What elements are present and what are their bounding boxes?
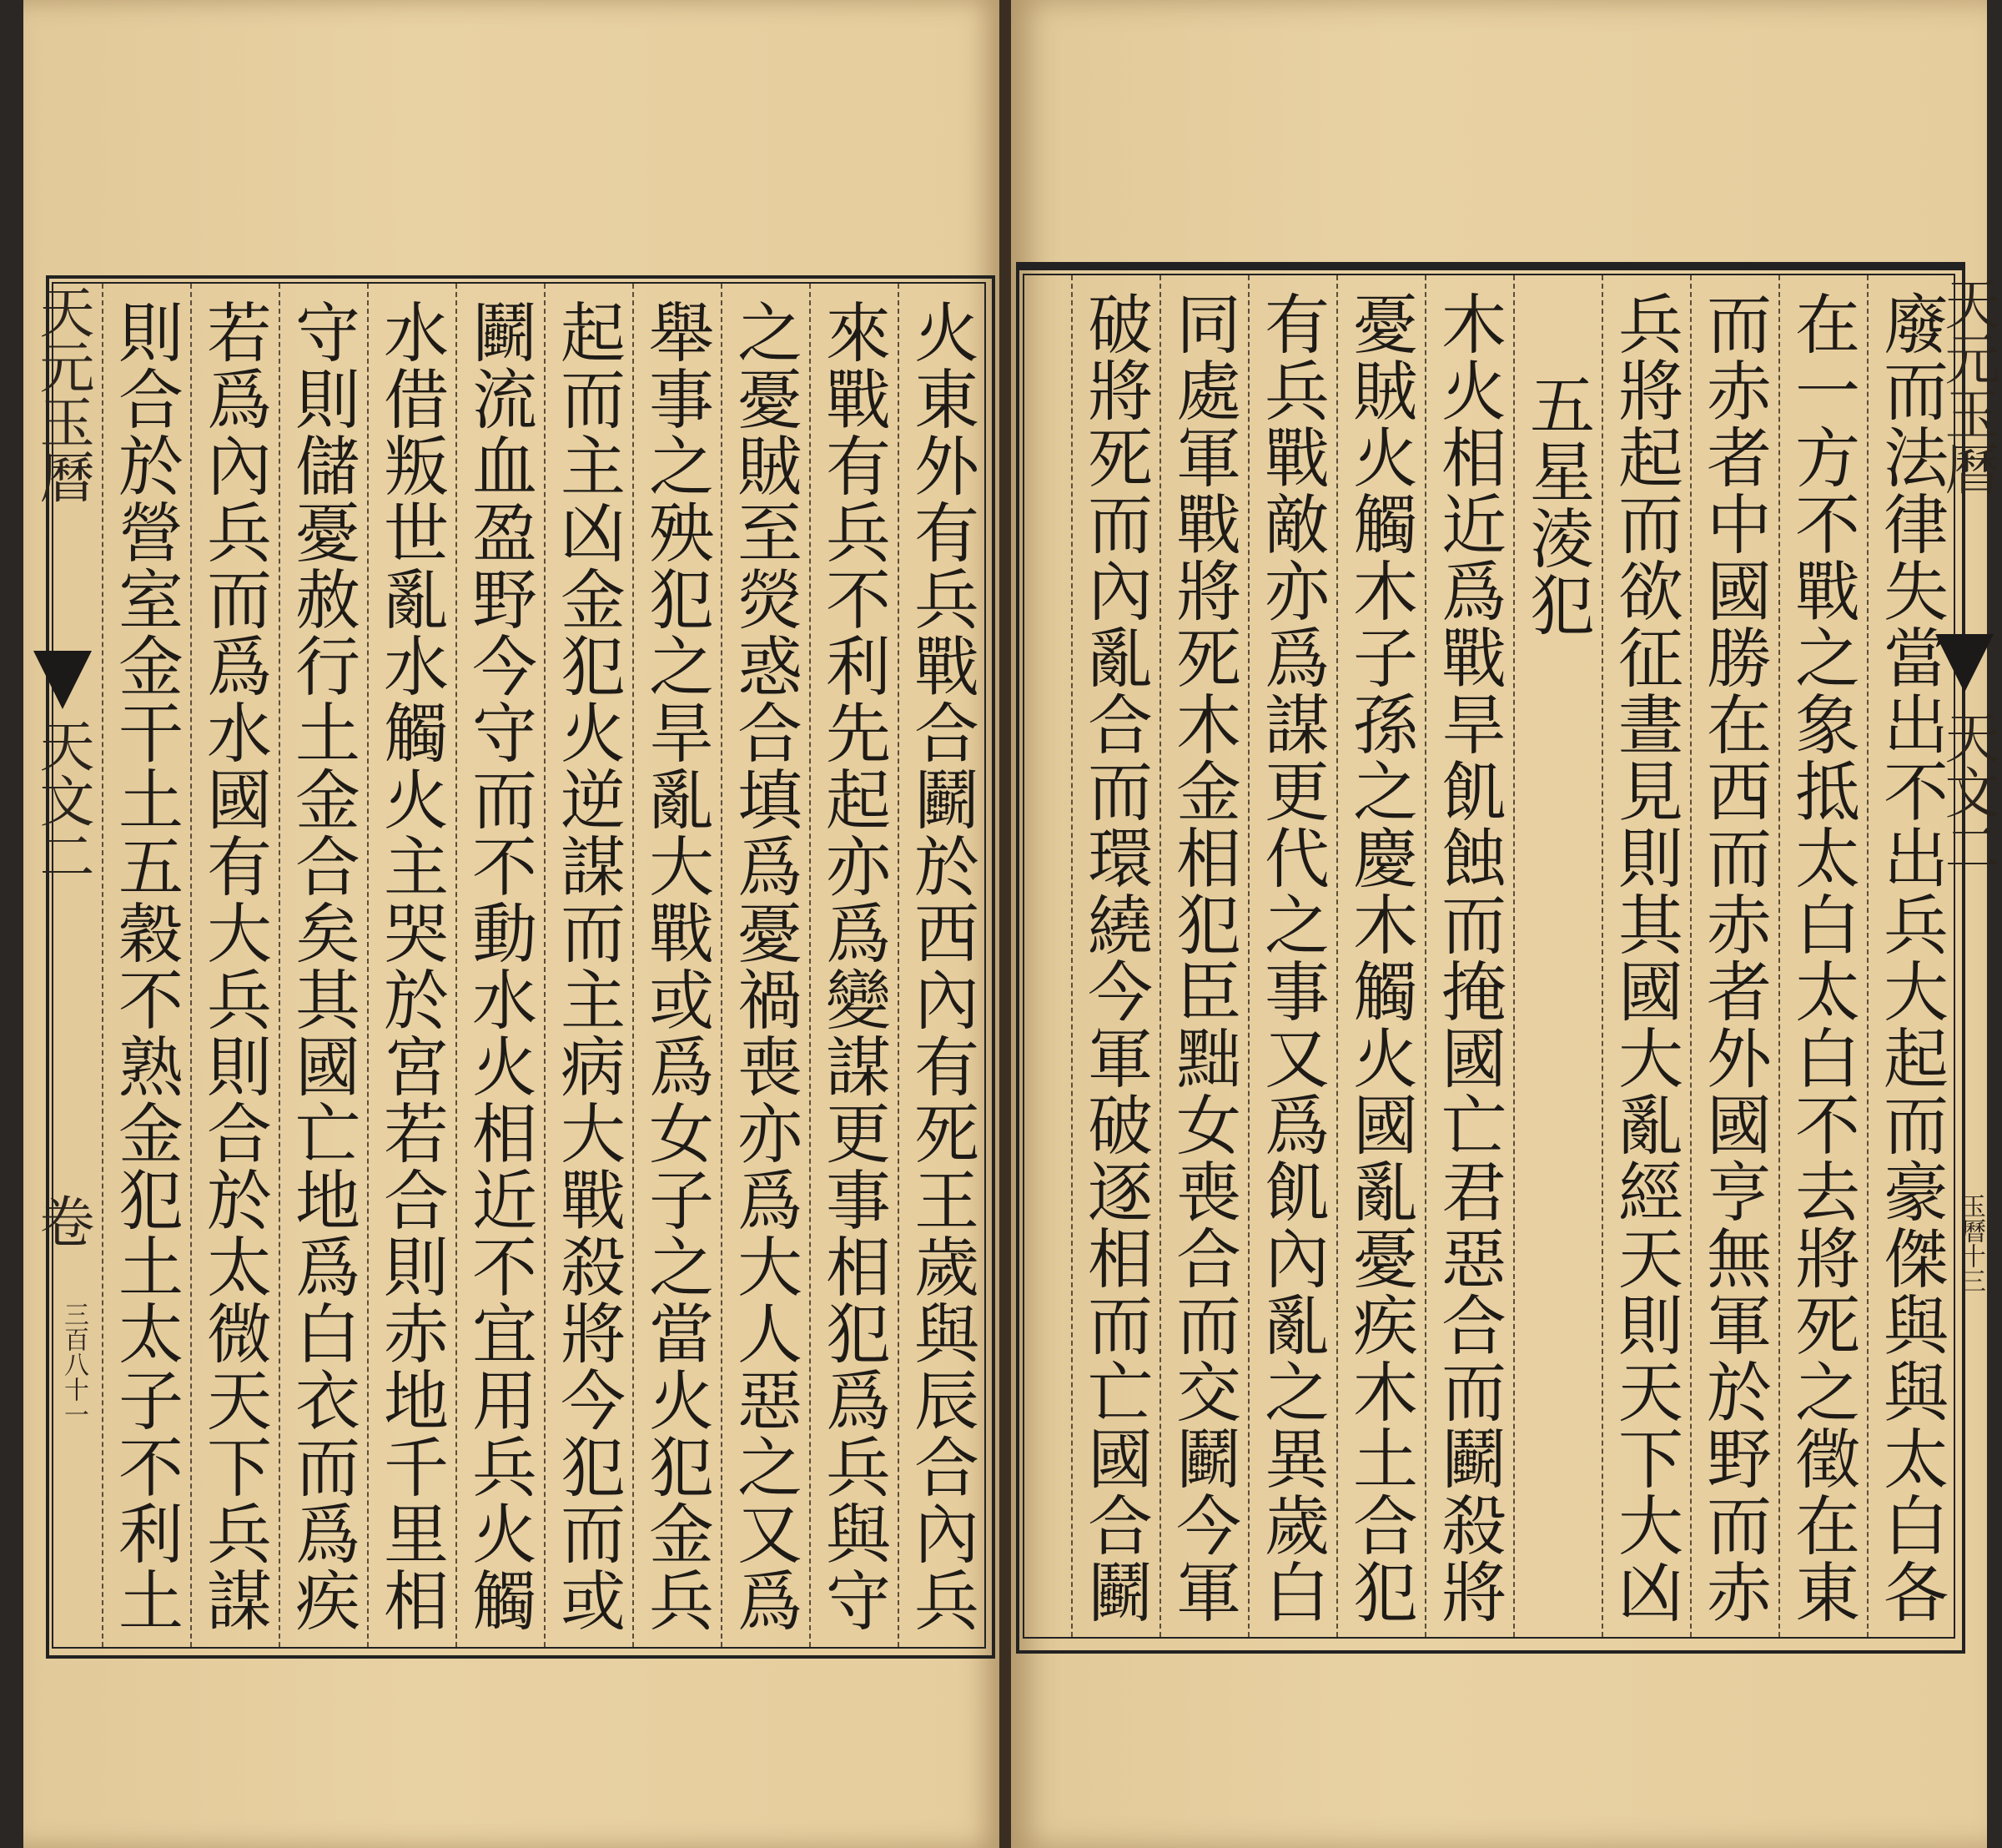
left-column-1: 火東外有兵戰合鬬於西內有死王歲與辰合內兵 <box>898 284 984 1647</box>
right-section-heading: 五星淩犯 <box>1513 275 1600 1637</box>
right-column-6: 木火相近爲戰旱飢蝕而掩國亡君惡合而鬬殺將 <box>1425 275 1512 1637</box>
left-margin-chapter: 天文二 <box>30 718 94 883</box>
left-text-block <box>52 282 986 1649</box>
left-column-2: 來戰有兵不利先起亦爲變謀更事相犯爲兵與守 <box>809 284 896 1647</box>
left-column-10: 則合於營室金干土五穀不熟金犯土太子不利土 <box>102 284 189 1647</box>
right-column-8: 有兵戰敵亦爲謀更代之事又爲飢內亂之異歲白 <box>1248 275 1335 1637</box>
right-text-block <box>1023 274 1955 1639</box>
right-column-3: 而赤者中國勝在西而赤者外國亨無軍於野而赤 <box>1690 275 1777 1637</box>
right-margin-chapter: 天文二 <box>1935 709 1999 874</box>
right-column-4: 兵將起而欲征晝見則其國大亂經天則天下大凶 <box>1602 275 1688 1637</box>
right-column-7: 憂賊火觸木子孫之慶木觸火國亂憂疾木土合犯 <box>1336 275 1423 1637</box>
left-column-7: 水借叛世亂水觸火主哭於宮若合則赤地千里相 <box>367 284 454 1647</box>
right-folio: 玉曆十三 <box>1956 1193 1985 1293</box>
left-column-5: 起而主凶金犯火逆謀而主病大戰殺將今犯而或 <box>544 284 631 1647</box>
left-margin-bottom: 卷 <box>30 1193 94 1248</box>
left-folio: 三百八十一 <box>59 1302 88 1427</box>
left-margin-title: 天元玉曆 <box>30 284 94 504</box>
left-column-3: 之憂賊至熒惑合填爲憂禍喪亦爲大人惡之又爲 <box>721 284 807 1647</box>
right-column-2: 在一方不戰之象抵太白太白不去將死之徵在東 <box>1778 275 1865 1637</box>
left-column-8: 守則儲憂赦行土金合矣其國亡地爲白衣而爲疾 <box>279 284 365 1647</box>
right-column-9: 同處軍戰將死木金相犯臣黜女喪合而交鬬今軍 <box>1159 275 1246 1637</box>
right-margin-title: 天元玉曆 <box>1935 275 1999 496</box>
left-column-9: 若爲內兵而爲水國有大兵則合於太微天下兵謀 <box>190 284 277 1647</box>
left-column-4: 舉事之殃犯之旱亂大戰或爲女子之當火犯金兵 <box>632 284 719 1647</box>
right-column-10: 破將死而內亂合而環繞今軍破逐相而亡國合鬬 <box>1071 275 1158 1637</box>
right-column-1: 廢而法律失當出不出兵大起而豪傑與與太白各 <box>1867 275 1954 1637</box>
left-column-6: 鬬流血盈野今守而不動水火相近不宜用兵火觸 <box>455 284 542 1647</box>
